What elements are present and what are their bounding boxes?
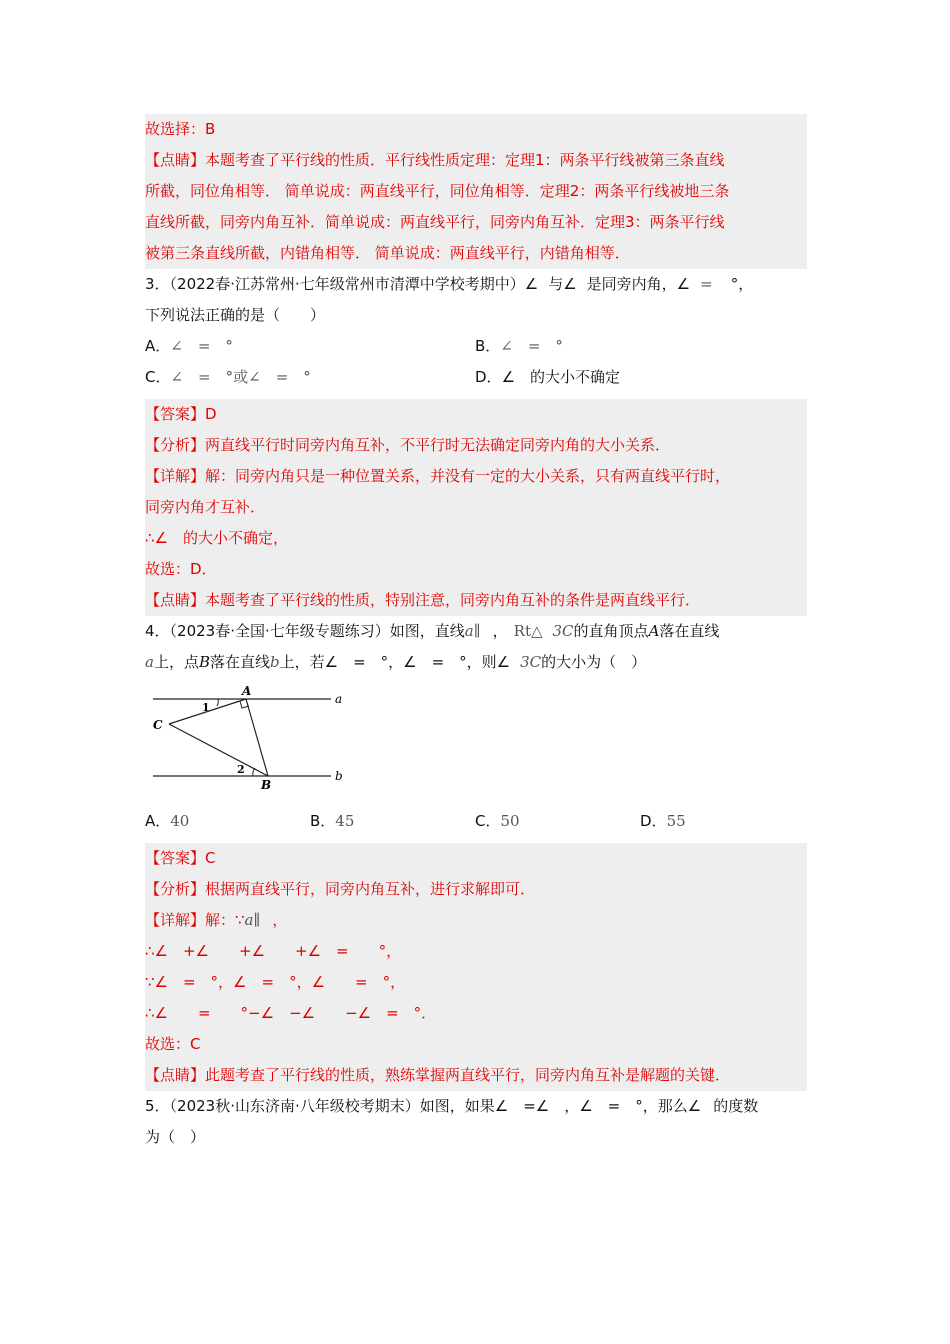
answer-block-q3 bbox=[145, 399, 807, 616]
q4-detail-1: 【详解】解：∵a∥ ， bbox=[145, 911, 288, 929]
q3-detail-4: 故选：D． bbox=[145, 560, 217, 578]
q5-stem-line-1: 5．（2023秋·山东济南·八年级校考期末）如图，如果∠ =∠ ，∠ = °，那么∠ 的度数 bbox=[145, 1097, 759, 1115]
comment-line-1: 【点睛】本题考查了平行线的性质．平行线性质定理：定理1：两条平行线被第三条直线 bbox=[145, 151, 725, 169]
angle-1-arc bbox=[217, 699, 218, 706]
q4-analysis: 【分析】根据两直线平行，同旁内角互补，进行求解即可． bbox=[145, 880, 536, 898]
question-3 bbox=[145, 269, 807, 393]
q3-option-d[interactable]: D．∠ 的大小不确定 bbox=[475, 368, 621, 386]
q5-stem-line-2: 为（ ） bbox=[145, 1128, 206, 1146]
q4-stem-line-1: 4．（2023春·全国·七年级专题练习）如图，直线a∥ ， Rt△ 3C的直角顶点A落在直线 bbox=[145, 622, 720, 640]
document-content bbox=[145, 114, 807, 1153]
q3-options-row-2 bbox=[145, 362, 807, 393]
comment-line-2: 所截，同位角相等． 简单说成：两直线平行，同位角相等．定理2：两条平行线被地三条 bbox=[145, 182, 730, 200]
label-b-vertex: B bbox=[261, 778, 272, 792]
segment-cb bbox=[169, 724, 268, 776]
q3-option-b[interactable]: B．∠ = ° bbox=[475, 337, 563, 355]
label-line-a: a bbox=[335, 692, 343, 706]
label-angle-1: 1 bbox=[202, 701, 210, 714]
q3-stem-line-2: 下列说法正确的是（ ） bbox=[145, 306, 326, 324]
label-angle-2: 2 bbox=[237, 763, 245, 776]
q3-option-c[interactable]: C．∠ = °或∠ = ° bbox=[145, 368, 311, 386]
q3-stem-line-1: 3．（2022春·江苏常州·七年级常州市清潭中学校考期中）∠ 与∠ 是同旁内角，∠ = °， bbox=[145, 275, 754, 293]
answer-block-q4 bbox=[145, 843, 807, 1091]
q4-comment: 【点睛】此题考查了平行线的性质，熟练掌握两直线平行，同旁内角互补是解题的关键． bbox=[145, 1066, 731, 1084]
q3-comment: 【点睛】本题考查了平行线的性质，特别注意，同旁内角互补的条件是两直线平行． bbox=[145, 591, 701, 609]
segment-ab bbox=[246, 699, 268, 776]
label-c-vertex: C bbox=[153, 718, 163, 732]
comment-line-3: 直线所截，同旁内角互补．简单说成：两直线平行，同旁内角互补．定理3：两条平行线 bbox=[145, 213, 725, 231]
q4-detail-2: ∴∠ +∠ +∠ +∠ = °， bbox=[145, 942, 402, 960]
q4-figure bbox=[145, 684, 807, 802]
q4-options-row bbox=[145, 806, 807, 837]
q4-detail-3: ∵∠ = °，∠ = °，∠ = °， bbox=[145, 973, 406, 991]
answer-block-q2 bbox=[145, 114, 807, 269]
comment-line-4: 被第三条直线所截，内错角相等． 简单说成：两直线平行，内错角相等． bbox=[145, 244, 630, 262]
angle-2-arc bbox=[253, 768, 255, 776]
q3-detail-3: ∴∠ 的大小不确定， bbox=[145, 529, 288, 547]
q3-option-a[interactable]: A．∠ = ° bbox=[145, 337, 233, 355]
q3-detail-2: 同旁内角才互补． bbox=[145, 498, 266, 516]
q4-answer: 【答案】C bbox=[145, 849, 216, 867]
choice-line: 故选择：B bbox=[145, 120, 216, 138]
question-4 bbox=[145, 616, 807, 837]
question-5 bbox=[145, 1091, 807, 1153]
parallel-lines-triangle-diagram bbox=[145, 684, 355, 802]
q4-detail-4: ∴∠ = °−∠ −∠ −∠ = °． bbox=[145, 1004, 437, 1022]
q4-option-d[interactable]: D．55 bbox=[640, 812, 686, 830]
q4-detail-5: 故选：C bbox=[145, 1035, 201, 1053]
q3-detail-1: 【详解】解：同旁内角只是一种位置关系，并没有一定的大小关系，只有两直线平行时， bbox=[145, 467, 731, 485]
label-a-vertex: A bbox=[242, 684, 252, 698]
q4-stem-line-2: a上，点B落在直线b上，若∠ = °，∠ = °，则∠ 3C的大小为（ ） bbox=[145, 653, 647, 671]
q4-option-b[interactable]: B．45 bbox=[310, 812, 355, 830]
q4-option-a[interactable]: A．40 bbox=[145, 812, 190, 830]
q3-answer: 【答案】D bbox=[145, 405, 217, 423]
q3-analysis: 【分析】两直线平行时同旁内角互补，不平行时无法确定同旁内角的大小关系． bbox=[145, 436, 671, 454]
q4-option-c[interactable]: C．50 bbox=[475, 812, 520, 830]
q3-options-row-1 bbox=[145, 331, 807, 362]
label-line-b: b bbox=[335, 769, 343, 783]
